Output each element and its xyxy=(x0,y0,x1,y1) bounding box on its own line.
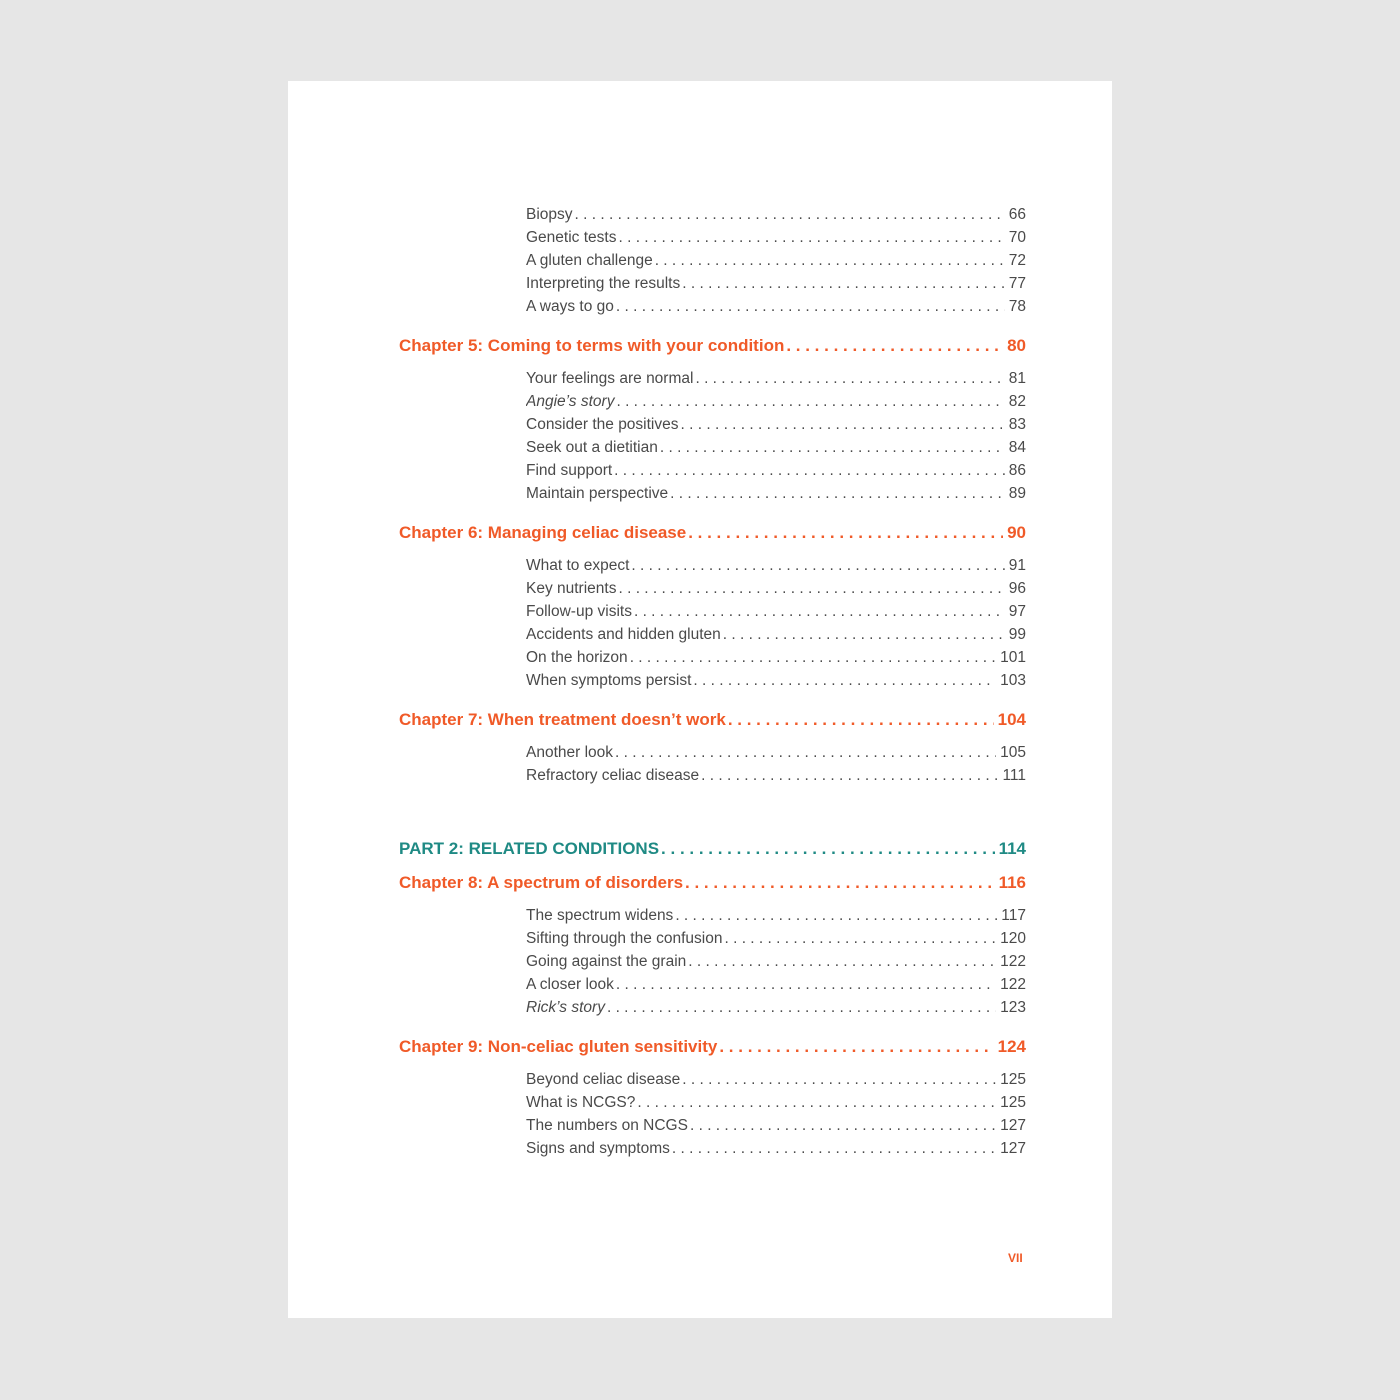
dot-leader xyxy=(634,600,1005,623)
dot-leader xyxy=(660,436,1005,459)
chapter-page: 124 xyxy=(997,1037,1026,1056)
dot-leader xyxy=(675,904,997,927)
toc-entry-label: On the horizon xyxy=(526,649,628,666)
toc-entry[interactable] xyxy=(526,226,1026,249)
dot-leader xyxy=(655,249,1005,272)
dot-leader xyxy=(693,669,996,692)
chapter-page: 80 xyxy=(1007,336,1026,355)
toc-entry[interactable] xyxy=(526,272,1026,295)
chapter-heading-7[interactable] xyxy=(399,707,1026,733)
toc-entry-page: 123 xyxy=(1000,999,1026,1016)
toc-entry-page: 97 xyxy=(1008,603,1026,620)
dot-leader xyxy=(616,973,996,996)
toc-entry-label: Seek out a dietitian xyxy=(526,439,658,456)
dot-leader xyxy=(672,1137,996,1160)
chapter-heading-8[interactable] xyxy=(399,870,1026,896)
toc-entry[interactable] xyxy=(526,646,1026,669)
chapter-heading-6[interactable] xyxy=(399,520,1026,546)
toc-entry-page: 72 xyxy=(1008,252,1026,269)
toc-entry[interactable] xyxy=(526,436,1026,459)
dot-leader xyxy=(670,482,1005,505)
toc-entry-page: 125 xyxy=(1000,1094,1026,1111)
toc-entry-page: 122 xyxy=(1000,976,1026,993)
dot-leader xyxy=(575,203,1005,226)
toc-entry-label: The numbers on NCGS xyxy=(526,1117,688,1134)
toc-entry-page: 77 xyxy=(1008,275,1026,292)
toc-entry[interactable] xyxy=(526,741,1026,764)
toc-entry[interactable] xyxy=(526,623,1026,646)
dot-leader xyxy=(701,764,998,787)
toc-entry-label: Refractory celiac disease xyxy=(526,767,700,784)
chapter-title: Chapter 5: Coming to terms with your condition xyxy=(399,336,785,355)
chapter-page: 90 xyxy=(1007,523,1026,542)
toc-entry-page: 103 xyxy=(1000,672,1026,689)
dot-leader xyxy=(724,927,996,950)
toc-entry[interactable] xyxy=(526,1091,1026,1114)
toc-entry-label: Sifting through the confusion xyxy=(526,930,723,947)
dot-leader xyxy=(637,1091,996,1114)
toc-entry-page: 125 xyxy=(1000,1071,1026,1088)
chapter-title: Chapter 9: Non-celiac gluten sensitivity xyxy=(399,1037,718,1056)
toc-entry-label: Beyond celiac disease xyxy=(526,1071,681,1088)
toc-entry-label: Find support xyxy=(526,462,613,479)
toc-entry-label: Rick’s story xyxy=(526,999,605,1016)
toc-entry[interactable] xyxy=(526,203,1026,226)
dot-leader xyxy=(723,623,1005,646)
toc-entry-label: A gluten challenge xyxy=(526,252,653,269)
toc-entry[interactable] xyxy=(526,295,1026,318)
dot-leader xyxy=(615,741,996,764)
dot-leader xyxy=(616,295,1005,318)
dot-leader xyxy=(614,459,1005,482)
chapter-title: Chapter 7: When treatment doesn’t work xyxy=(399,710,726,729)
part-page: 114 xyxy=(998,839,1026,858)
toc-entry-page: 81 xyxy=(1008,370,1026,387)
toc-entry[interactable] xyxy=(526,996,1026,1019)
toc-entry-page: 99 xyxy=(1008,626,1026,643)
toc-entry-label: Another look xyxy=(526,744,614,761)
toc-entry[interactable] xyxy=(526,367,1026,390)
dot-leader xyxy=(728,707,994,733)
dot-leader xyxy=(630,646,996,669)
toc-entry-page: 117 xyxy=(1001,907,1026,924)
toc-entry-label: Accidents and hidden gluten xyxy=(526,626,721,643)
dot-leader xyxy=(682,1068,996,1091)
dot-leader xyxy=(695,367,1004,390)
toc-entry[interactable] xyxy=(526,577,1026,600)
toc-entry[interactable] xyxy=(526,390,1026,413)
toc-entry-label: Consider the positives xyxy=(526,416,679,433)
toc-entry-page: 89 xyxy=(1008,485,1026,502)
toc-entry-page: 127 xyxy=(1000,1140,1026,1157)
toc-entry-label: Key nutrients xyxy=(526,580,617,597)
toc-entry[interactable] xyxy=(526,1068,1026,1091)
toc-entry[interactable] xyxy=(526,669,1026,692)
dot-leader xyxy=(618,226,1004,249)
toc-entry-label: Angie’s story xyxy=(526,393,615,410)
chapter-page: 104 xyxy=(997,710,1026,729)
dot-leader xyxy=(661,836,995,862)
dot-leader xyxy=(688,520,1003,546)
toc-entry[interactable] xyxy=(526,927,1026,950)
toc-entry-label: The spectrum widens xyxy=(526,907,674,924)
toc-entry[interactable] xyxy=(526,973,1026,996)
table-of-contents xyxy=(399,203,1026,1160)
dot-leader xyxy=(618,577,1004,600)
toc-entry-label: Signs and symptoms xyxy=(526,1140,670,1157)
toc-entry-label: When symptoms persist xyxy=(526,672,692,689)
dot-leader xyxy=(685,870,995,896)
toc-entry-page: 96 xyxy=(1008,580,1026,597)
toc-entry-page: 84 xyxy=(1008,439,1026,456)
toc-entry[interactable] xyxy=(526,764,1026,787)
dot-leader xyxy=(690,1114,996,1137)
toc-entry-page: 66 xyxy=(1008,206,1026,223)
dot-leader xyxy=(616,390,1004,413)
toc-entry-page: 91 xyxy=(1008,557,1026,574)
toc-entry-label: Follow-up visits xyxy=(526,603,632,620)
toc-entry-page: 70 xyxy=(1008,229,1026,246)
part-heading-2[interactable] xyxy=(399,836,1026,862)
dot-leader xyxy=(719,1034,993,1060)
chapter-heading-5[interactable] xyxy=(399,333,1026,359)
toc-entry-page: 127 xyxy=(1000,1117,1026,1134)
toc-entry-label: A closer look xyxy=(526,976,614,993)
toc-entry-page: 120 xyxy=(1000,930,1026,947)
folio-page-number: VII xyxy=(1008,1251,1023,1265)
toc-entry-label: Maintain perspective xyxy=(526,485,669,502)
book-page xyxy=(288,81,1112,1318)
chapter-heading-9[interactable] xyxy=(399,1034,1026,1060)
toc-entry-page: 122 xyxy=(1000,953,1026,970)
toc-entry[interactable] xyxy=(526,554,1026,577)
dot-leader xyxy=(607,996,996,1019)
chapter-title: Chapter 6: Managing celiac disease xyxy=(399,523,687,542)
toc-entry-label: Your feelings are normal xyxy=(526,370,694,387)
toc-entry-label: Going against the grain xyxy=(526,953,687,970)
toc-entry-label: Interpreting the results xyxy=(526,275,681,292)
toc-entry-page: 82 xyxy=(1008,393,1026,410)
toc-entry-page: 83 xyxy=(1008,416,1026,433)
chapter-page: 116 xyxy=(998,873,1026,892)
dot-leader xyxy=(688,950,996,973)
toc-entry[interactable] xyxy=(526,482,1026,505)
toc-entry-page: 86 xyxy=(1008,462,1026,479)
toc-entry-page: 105 xyxy=(1000,744,1026,761)
toc-entry-label: What is NCGS? xyxy=(526,1094,636,1111)
toc-entry-page: 78 xyxy=(1008,298,1026,315)
toc-entry[interactable] xyxy=(526,600,1026,623)
chapter-title: Chapter 8: A spectrum of disorders xyxy=(399,873,684,892)
toc-entry-label: What to expect xyxy=(526,557,630,574)
dot-leader xyxy=(786,333,1003,359)
dot-leader xyxy=(681,413,1005,436)
toc-entry[interactable] xyxy=(526,1137,1026,1160)
toc-entry[interactable] xyxy=(526,459,1026,482)
toc-entry-label: Biopsy xyxy=(526,206,573,223)
toc-entry-page: 111 xyxy=(1002,767,1026,784)
toc-entry[interactable] xyxy=(526,413,1026,436)
dot-leader xyxy=(682,272,1005,295)
toc-entry[interactable] xyxy=(526,249,1026,272)
toc-entry-label: A ways to go xyxy=(526,298,614,315)
toc-entry-page: 101 xyxy=(1000,649,1026,666)
dot-leader xyxy=(631,554,1004,577)
toc-entry-label: Genetic tests xyxy=(526,229,617,246)
toc-entry[interactable] xyxy=(526,1114,1026,1137)
toc-entry[interactable] xyxy=(526,950,1026,973)
part-title: PART 2: RELATED CONDITIONS xyxy=(399,839,660,858)
toc-entry[interactable] xyxy=(526,904,1026,927)
